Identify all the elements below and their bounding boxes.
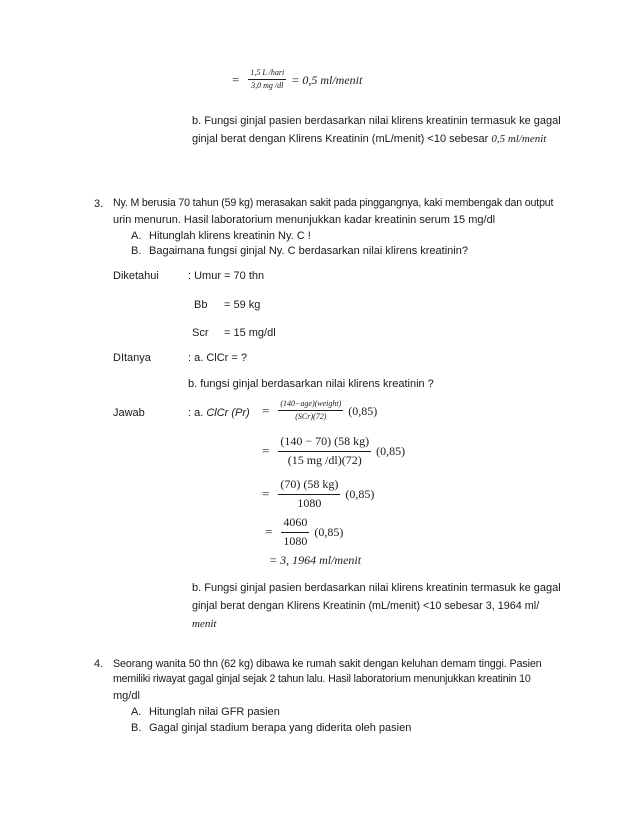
- ditanya-a: : a. ClCr = ?: [188, 352, 247, 364]
- ditanya-b: b. fungsi ginjal berdasarkan nilai klirens kreatinin ?: [188, 378, 434, 390]
- step2-numerator: (140 − 70) (58 kg): [278, 434, 371, 452]
- step4-fraction: [281, 515, 309, 549]
- step4-row: = $\frac{4060}{1080}$ (0,85): [265, 515, 344, 548]
- diketahui-umur: : Umur = 70 thn: [188, 270, 265, 282]
- step2-row: = $\frac{(140 - 70) (58 kg)}{(15 mg /dl)(72)}$ (0,85): [262, 434, 406, 467]
- diketahui-bb-value: = 59 kg: [224, 299, 261, 311]
- step3-factor: (0,85): [345, 487, 375, 502]
- top-fraction-numerator: 1,5 L /hari: [248, 68, 286, 80]
- diketahui-scr-value: = 15 mg/dl: [224, 327, 276, 339]
- formula-factor: (0,85): [348, 403, 378, 418]
- problem-3-conclusion-line1: b. Fungsi ginjal pasien berdasarkan nilai klirens kreatinin termasuk ke gagal: [192, 582, 561, 594]
- step3-row: = $\frac{(70) (58 kg)}{1080}$ (0,85): [262, 477, 375, 510]
- step2-factor: (0,85): [376, 444, 406, 459]
- top-conclusion-text: ginjal berat dengan Klirens Kreatinin (mL/menit) <10 sebesar: [192, 133, 489, 145]
- problem-4-line3: mg/dl: [113, 690, 140, 702]
- jawab-a-prefix: : a.: [188, 407, 207, 419]
- problem-3-line2: urin menurun. Hasil laboratorium menunjukkan kadar kreatinin serum 15 mg/dl: [113, 214, 496, 226]
- problem-3-sub-b: Bagaimana fungsi ginjal Ny. C berdasarkan nilai klirens kreatinin?: [149, 245, 468, 257]
- problem-4-sub-a-label: A.: [131, 706, 142, 718]
- step3-fraction: [278, 477, 340, 511]
- top-conclusion-value: 0,5 ml/menit: [491, 133, 547, 145]
- problem-3-sub-b-label: B.: [131, 245, 142, 257]
- jawab-label: Jawab: [113, 407, 145, 419]
- final-result: = 3, 1964 ml/menit: [269, 553, 362, 567]
- formula-numerator: (140−age)(weight): [278, 399, 343, 411]
- formula-fraction: [278, 399, 343, 422]
- problem-4-number: 4.: [94, 658, 104, 670]
- problem-4-sub-b-label: B.: [131, 722, 142, 734]
- top-fraction: [248, 68, 286, 91]
- step4-numerator: 4060: [281, 515, 309, 533]
- jawab-a-name: ClCr (Pr): [206, 407, 250, 419]
- problem-3-conclusion-line3: menit: [192, 618, 217, 630]
- ditanya-label: DItanya: [113, 352, 151, 364]
- step2-fraction: [278, 434, 371, 468]
- step3-denominator: 1080: [297, 495, 322, 510]
- top-equation-result: = 0,5 ml/menit: [291, 72, 363, 87]
- formula-denominator: (SCr)(72): [295, 412, 327, 421]
- step4-factor: (0,85): [314, 525, 344, 540]
- problem-3-sub-a-label: A.: [131, 230, 142, 242]
- top-equation: [232, 68, 362, 91]
- diketahui-bb-label: Bb: [194, 299, 208, 311]
- step4-denominator: 1080: [283, 533, 308, 548]
- jawab-a: [188, 405, 250, 422]
- problem-3-sub-a: Hitunglah klirens kreatinin Ny. C !: [149, 230, 311, 242]
- problem-4-line2: memiliki riwayat gagal ginjal sejak 2 tahun lalu. Hasil laboratorium menunjukkan kreatinin 10: [113, 673, 531, 685]
- problem-4-sub-a: Hitunglah nilai GFR pasien: [149, 706, 280, 718]
- step2-denominator: (15 mg /dl)(72): [287, 452, 362, 467]
- problem-3-conclusion-line2: ginjal berat dengan Klirens Kreatinin (mL/menit) <10 sebesar 3, 1964 ml/: [192, 600, 540, 612]
- top-conclusion-line2: [192, 131, 546, 148]
- top-fraction-denominator: 3,0 mg /dl: [251, 81, 284, 90]
- formula-row: = $\frac{\text{(140−age)(weight)}}{\text{(SCr)(72)}}$ (0,85): [262, 399, 378, 421]
- problem-4-sub-b: Gagal ginjal stadium berapa yang diderita oleh pasien: [149, 722, 412, 734]
- step3-numerator: (70) (58 kg): [278, 477, 340, 495]
- problem-3-number: 3.: [94, 198, 104, 210]
- top-conclusion-line1: b. Fungsi ginjal pasien berdasarkan nilai klirens kreatinin termasuk ke gagal: [192, 115, 561, 127]
- diketahui-scr-label: Scr: [192, 327, 209, 339]
- problem-4-line1: Seorang wanita 50 thn (62 kg) dibawa ke rumah sakit dengan keluhan demam tinggi. Pasien: [113, 658, 542, 670]
- diketahui-label: Diketahui: [113, 270, 159, 282]
- problem-3-line1: Ny. M berusia 70 tahun (59 kg) merasakan sakit pada pinggangnya, kaki membengak dan output: [113, 197, 554, 209]
- equals-sign: =: [232, 71, 240, 87]
